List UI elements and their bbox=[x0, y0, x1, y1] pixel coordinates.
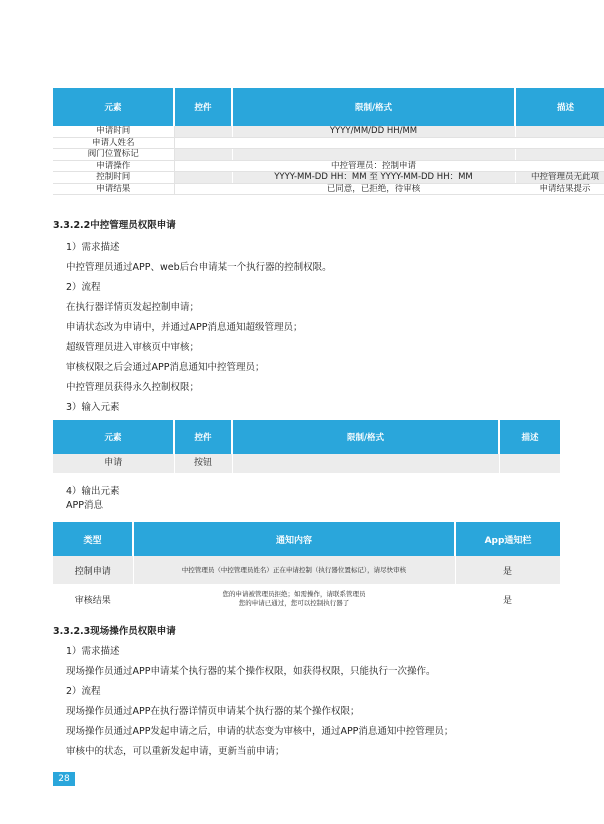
table-cell bbox=[232, 149, 515, 161]
body-line: 现场操作员通过APP申请某个执行器的某个操作权限，如获得权限，只能执行一次操作。 bbox=[66, 666, 436, 677]
header-cell: 元素 bbox=[53, 88, 174, 126]
header-cell: 限制/格式 bbox=[232, 420, 499, 454]
table-row bbox=[53, 172, 604, 184]
table-cell: 申请操作 bbox=[53, 160, 174, 172]
header-cell: 通知内容 bbox=[133, 522, 455, 556]
table-cell: 申请结果提示 bbox=[515, 183, 604, 195]
header-cell: 描述 bbox=[499, 420, 560, 454]
body-line: 现场操作员通过APP在执行器详情页申请某个执行器的某个操作权限； bbox=[66, 706, 360, 717]
table-header-row bbox=[53, 88, 604, 126]
section-heading: 3.3.2.2中控管理员权限申请 bbox=[53, 220, 176, 231]
body-line: 在执行器详情页发起控制申请； bbox=[66, 302, 200, 313]
body-line: 审核权限之后会通过APP消息通知中控管理员； bbox=[66, 362, 265, 373]
table-cell bbox=[232, 137, 515, 149]
element-table-1 bbox=[53, 88, 604, 195]
app-message-table bbox=[53, 522, 561, 614]
table-cell bbox=[499, 454, 560, 474]
notice-text: 您的申请已通过，您可以控制执行器了 bbox=[238, 599, 350, 607]
table-row bbox=[53, 556, 560, 585]
table-row bbox=[53, 585, 560, 614]
body-line: 2）流程 bbox=[66, 282, 101, 293]
body-line: 中控管理员通过APP、web后台申请某一个执行器的控制权限。 bbox=[66, 262, 332, 273]
output-sub: APP消息 bbox=[66, 500, 103, 511]
table-cell: 已同意，已拒绝，待审核 bbox=[232, 183, 515, 195]
table-cell bbox=[232, 454, 499, 474]
table-cell: 中控管理员：控制申请 bbox=[232, 160, 515, 172]
table-cell: YYYY/MM/DD HH/MM bbox=[232, 126, 515, 137]
body-line: 1）需求描述 bbox=[66, 242, 120, 253]
header-cell: 控件 bbox=[174, 420, 232, 454]
table-cell: 审核结果 bbox=[53, 585, 133, 614]
body-line: 3）输入元素 bbox=[66, 402, 120, 413]
table-cell bbox=[133, 585, 455, 614]
table-cell: YYYY-MM-DD HH：MM 至 YYYY-MM-DD HH：MM bbox=[232, 172, 515, 184]
table-cell: 申请人姓名 bbox=[53, 137, 174, 149]
table-cell bbox=[174, 137, 232, 149]
table-cell bbox=[515, 137, 604, 149]
table-cell bbox=[174, 149, 232, 161]
table-cell: 按钮 bbox=[174, 454, 232, 474]
output-label: 4）输出元素 bbox=[66, 486, 120, 497]
table-header-row bbox=[53, 522, 560, 556]
table-cell: 是 bbox=[455, 556, 560, 585]
table-cell bbox=[515, 126, 604, 137]
table-row bbox=[53, 454, 560, 474]
table-row bbox=[53, 183, 604, 195]
header-cell: 控件 bbox=[174, 88, 232, 126]
body-line: 现场操作员通过APP发起申请之后，申请的状态变为审核中，通过APP消息通知中控管理员； bbox=[66, 726, 454, 737]
table-row bbox=[53, 149, 604, 161]
table-cell bbox=[515, 149, 604, 161]
body-line: 超级管理员进入审核页中审核； bbox=[66, 342, 200, 353]
table-cell: 控制申请 bbox=[53, 556, 133, 585]
body-line: 申请状态改为申请中，并通过APP消息通知超级管理员； bbox=[66, 322, 303, 333]
body-line: 中控管理员获得永久控制权限； bbox=[66, 382, 200, 393]
table-cell: 申请 bbox=[53, 454, 174, 474]
table-cell bbox=[174, 172, 232, 184]
header-cell: 限制/格式 bbox=[232, 88, 515, 126]
body-line: 审核中的状态，可以重新发起申请，更新当前申请； bbox=[66, 746, 285, 757]
section-heading: 3.3.2.3现场操作员权限申请 bbox=[53, 626, 176, 637]
table-header-row bbox=[53, 420, 560, 454]
table-cell: 是 bbox=[455, 585, 560, 614]
table-row bbox=[53, 160, 604, 172]
table-cell bbox=[174, 160, 232, 172]
body-line: 1）需求描述 bbox=[66, 646, 120, 657]
table-row bbox=[53, 126, 604, 137]
notice-text: 您的申请被管理员拒绝；如需操作，请联系管理员 bbox=[222, 590, 366, 598]
table-cell: 中控管理员无此项 bbox=[515, 172, 604, 184]
input-elements-table bbox=[53, 420, 561, 474]
header-cell: 类型 bbox=[53, 522, 133, 556]
header-cell: 元素 bbox=[53, 420, 174, 454]
table-cell bbox=[174, 183, 232, 195]
table-cell bbox=[133, 556, 455, 585]
table-cell: 申请时间 bbox=[53, 126, 174, 137]
table-row bbox=[53, 137, 604, 149]
page-number: 28 bbox=[53, 772, 75, 786]
table-cell: 控制时间 bbox=[53, 172, 174, 184]
header-cell: App通知栏 bbox=[455, 522, 560, 556]
table-cell: 申请结果 bbox=[53, 183, 174, 195]
table-cell bbox=[174, 126, 232, 137]
notice-text: 中控管理员（中控管理员姓名）正在申请控制（执行器位置标记），请尽快审核 bbox=[181, 566, 407, 574]
table-cell bbox=[515, 160, 604, 172]
table-cell: 阀门位置标记 bbox=[53, 149, 174, 161]
body-line: 2）流程 bbox=[66, 686, 101, 697]
header-cell: 描述 bbox=[515, 88, 604, 126]
